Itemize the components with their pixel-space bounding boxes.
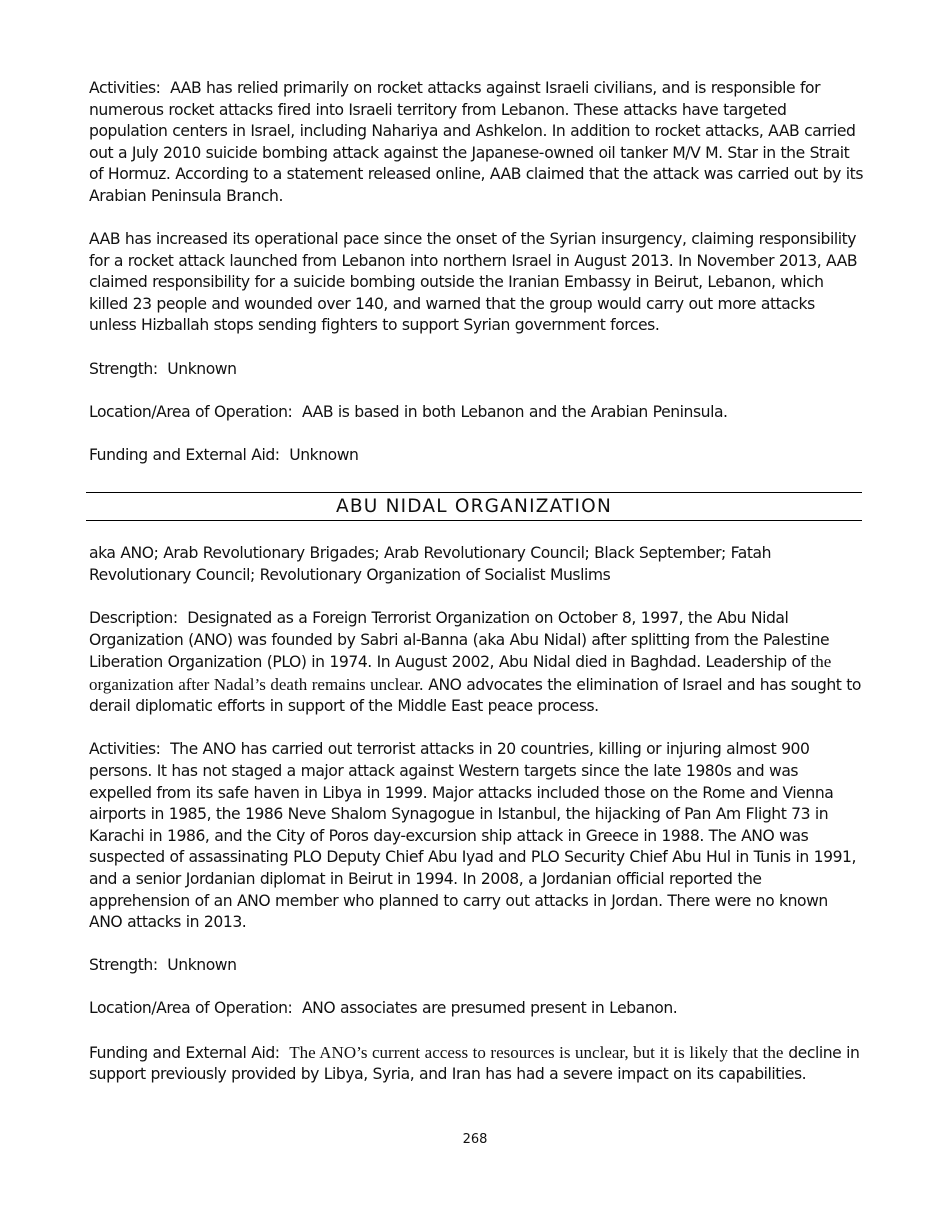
strength-value: Unknown <box>167 359 237 378</box>
aab-funding-paragraph <box>89 445 865 467</box>
page-number: 268 <box>462 1132 488 1147</box>
description-text-3: ANO advocates the elimination of Israel and has sought to derail diplomatic efforts in support of the Middle East peace process. <box>89 675 862 716</box>
strength-label: Strength: <box>89 359 158 378</box>
activities-text: The ANO has carried out terrorist attacks in 20 countries, killing or injuring almost 900 persons. It has not staged a major attack against Western targets since the late 1980s and was expelled from its safe haven in Libya in 1999. Major attacks included those on the Rome and Vienna airports in 1985, the 1986 Neve Shalom Synagogue in Istanbul, the hijacking of Pan Am Flight 73 in Karachi in 1986, and the City of Poros day-excursion ship attack in Greece in 1988. The ANO was suspected of assassinating PLO Deputy Chief Abu Iyad and PLO Security Chief Abu Hul in Tunis in 1991, and a senior Jordanian diplomat in Beirut in 1994. In 2008, a Jordanian official reported the apprehension of an ANO member who planned to carry out attacks in Jordan. There were no known ANO attacks in 2013. <box>89 740 857 932</box>
document-page <box>89 78 865 1086</box>
aab-strength-paragraph <box>89 359 865 381</box>
funding-label: Funding and External Aid: <box>89 1043 280 1062</box>
section-header <box>86 492 862 521</box>
location-value: ANO associates are presumed present in Lebanon. <box>301 999 678 1018</box>
description-text-2: the organization after Nadal’s death remains unclear. <box>89 652 832 694</box>
location-label: Location/Area of Operation: <box>89 999 293 1018</box>
activities-text: AAB has relied primarily on rocket attacks against Israeli civilians, and is responsible for numerous rocket attacks fired into Israeli territory from Lebanon. These attacks have targeted population centers in Israel, including Nahariya and Ashkelon. In addition to rocket attacks, AAB carried out a July 2010 suicide bombing attack against the Japanese-owned oil tanker M/V M. Star in the Strait of Hormuz. According to a statement released online, AAB claimed that the attack was carried out by its Arabian Peninsula Branch. <box>89 79 863 205</box>
funding-text-2: decline in support previously provided by Libya, Syria, and Iran has had a severe impact on its capabilities. <box>89 1043 860 1084</box>
aab-location-paragraph <box>89 402 865 424</box>
aab-activities-paragraph-2: AAB has increased its operational pace since the onset of the Syrian insurgency, claiming responsibility for a rocket attack launched from Lebanon into northern Israel in August 2013. In November 2013, AAB claimed responsibility for a suicide bombing outside the Iranian Embassy in Beirut, Lebanon, which killed 23 people and wounded over 140, and warned that the group would carry out more attacks unless Hizballah stops sending fighters to support Syrian government forces. <box>89 230 858 335</box>
funding-text-1: The ANO’s current access to resources is unclear, but it is likely that the <box>289 1042 784 1062</box>
description-label: Description: <box>89 609 178 627</box>
ano-funding-paragraph <box>89 1042 865 1086</box>
ano-strength-paragraph <box>89 955 865 977</box>
section-title: ABU NIDAL ORGANIZATION <box>336 496 612 518</box>
description-text-1: Designated as a Foreign Terrorist Organization on October 8, 1997, the Abu Nidal Organization (ANO) was founded by Sabri al-Banna (aka Abu Nidal) after splitting from the Palestine Liberation Organization (PLO) in 1974. In August 2002, Abu Nidal died in Baghdad. Leadership of <box>89 609 830 672</box>
funding-value: Unknown <box>289 445 359 464</box>
ano-description-paragraph <box>89 608 865 718</box>
location-label: Location/Area of Operation: <box>89 402 293 421</box>
ano-activities-paragraph <box>89 739 865 933</box>
activities-label: Activities: <box>89 740 161 759</box>
strength-label: Strength: <box>89 956 158 975</box>
activities-label: Activities: <box>89 79 161 97</box>
funding-label: Funding and External Aid: <box>89 445 280 464</box>
aab-activities-paragraph <box>89 78 865 208</box>
strength-value: Unknown <box>167 956 237 975</box>
location-value: AAB is based in both Lebanon and the Arabian Peninsula. <box>301 402 728 421</box>
ano-location-paragraph <box>89 998 865 1020</box>
ano-aka-paragraph: aka ANO; Arab Revolutionary Brigades; Arab Revolutionary Council; Black September; Fatah Revolutionary Council; Revolutionary Organization of Socialist Muslims <box>89 544 772 584</box>
